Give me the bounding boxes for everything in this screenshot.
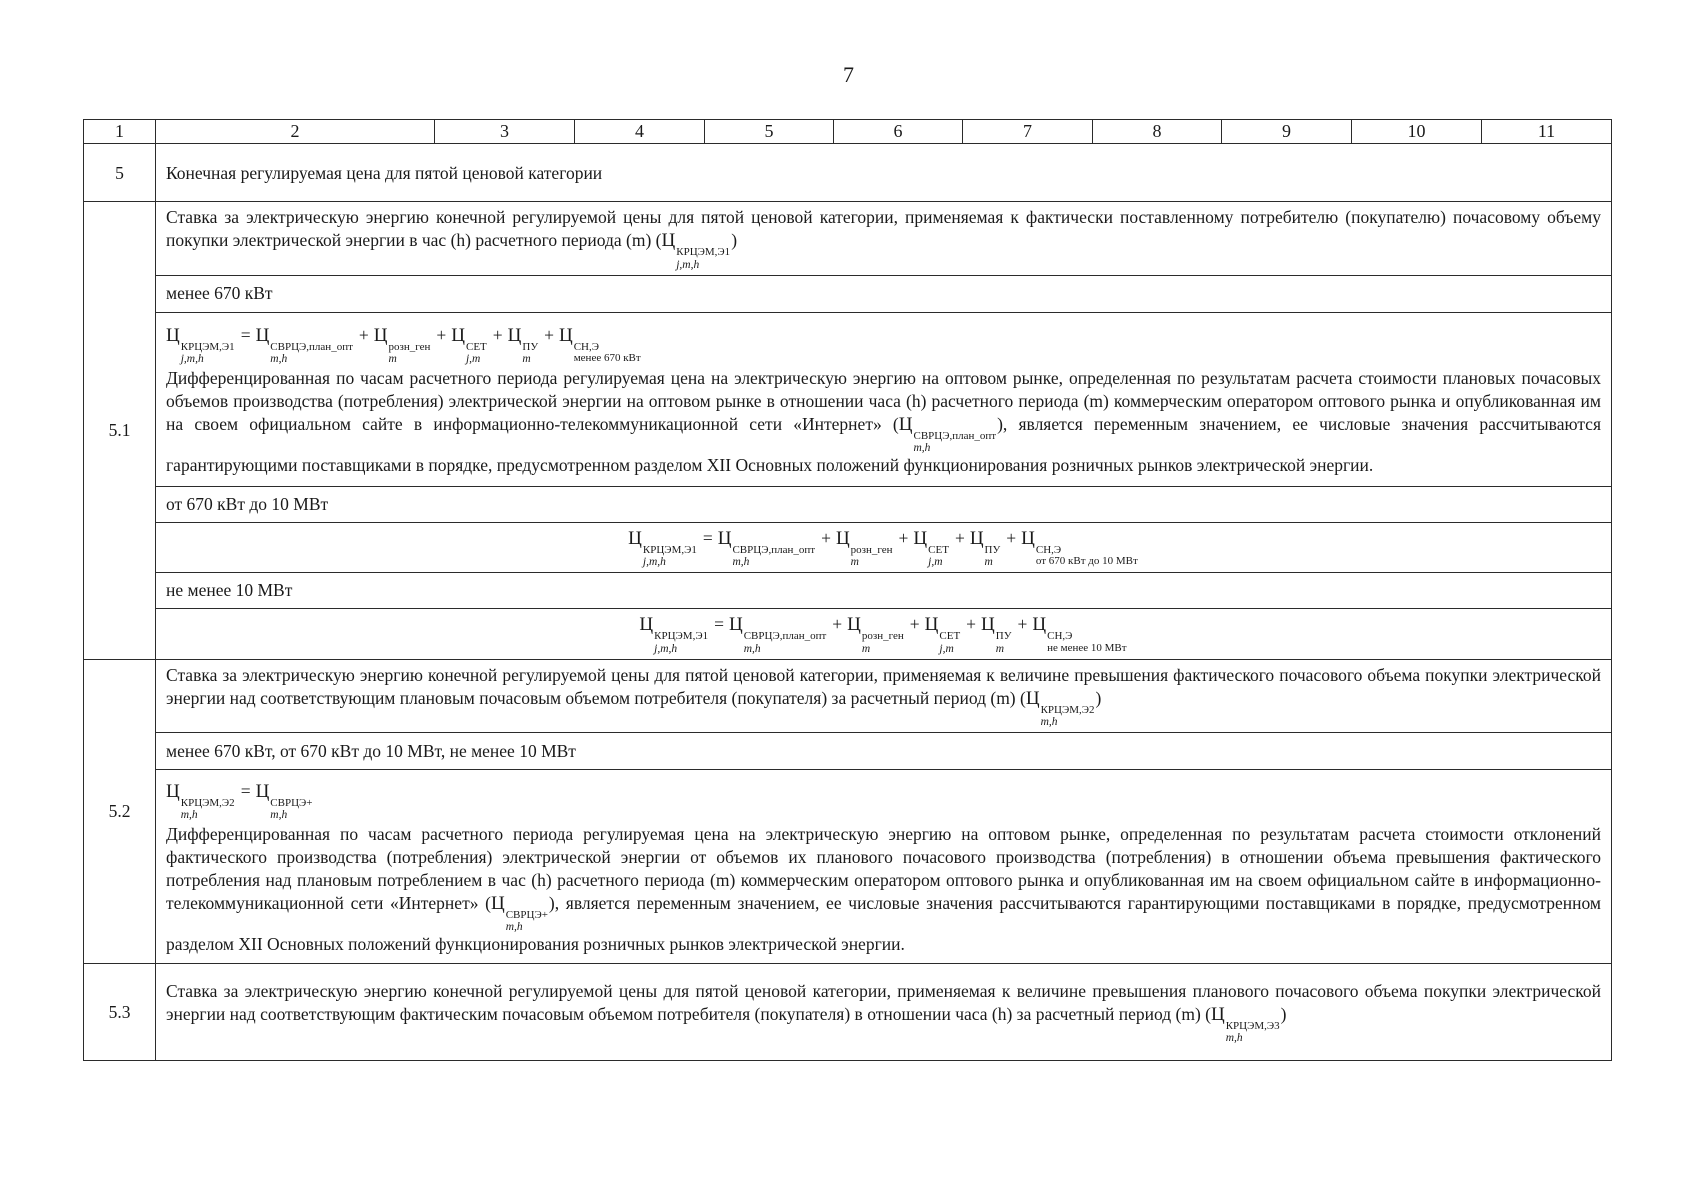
col-header-3: 3 [435, 120, 575, 144]
col-header-10: 10 [1352, 120, 1482, 144]
header-row [84, 120, 1612, 144]
table-row-5-1-formula3 [84, 609, 1612, 660]
row-number-5-1: 5.1 [84, 202, 156, 660]
col-header-6: 6 [834, 120, 963, 144]
formula-over-10mw: Ц КРЦЭМ,Э1 j,m,h = Ц СВРЦЭ,план_опт m,h + Ц розн_ген m + Ц СЕТ j,m + Ц ПУ m + Ц СН,Э не менее 10 МВт [156, 609, 1612, 660]
table-row-5-2-intro [84, 659, 1612, 732]
row-number-5: 5 [84, 144, 156, 202]
col-header-9: 9 [1222, 120, 1352, 144]
col-header-5: 5 [705, 120, 834, 144]
table-row-5-1-cat3 [84, 573, 1612, 609]
row-5-2-intro: Ставка за электрическую энергию конечной регулируемой цены для пятой ценовой категории, применяемая к величине превышения фактического почасового объема покупки электрической энергии над соответствующим плановым почасовым объемом потребителя (покупателя) за расчетный период (m) (Ц КРЦЭМ,Э2 m,h ) [156, 659, 1612, 732]
formula-under-670kw: Ц КРЦЭМ,Э1 j,m,h = Ц СВРЦЭ,план_опт m,h + Ц розн_ген m + Ц СЕТ j,m + Ц ПУ m + Ц СН,Э менее 670 кВт [166, 324, 641, 366]
category-label: менее 670 кВт [156, 275, 1612, 312]
col-header-2: 2 [156, 120, 435, 144]
category-label: менее 670 кВт, от 670 кВт до 10 МВт, не менее 10 МВт [156, 733, 1612, 770]
col-header-4: 4 [575, 120, 705, 144]
col-header-7: 7 [963, 120, 1093, 144]
formula-e2: Ц КРЦЭМ,Э2 m,h = Ц СВРЦЭ+ m,h [166, 780, 313, 822]
row-5-1-formula-description [156, 312, 1612, 486]
page-number: 7 [843, 62, 854, 87]
table-row-5-1-formula1 [84, 312, 1612, 486]
table-row-5-3 [84, 964, 1612, 1061]
table-row-5-1-formula2 [84, 522, 1612, 573]
tariff-table [83, 119, 1612, 1061]
category-label: не менее 10 МВт [156, 573, 1612, 609]
table-row-5-2-cat [84, 733, 1612, 770]
row-number-5-2: 5.2 [84, 659, 156, 963]
col-header-8: 8 [1093, 120, 1222, 144]
row-5-1-intro: Ставка за электрическую энергию конечной регулируемой цены для пятой ценовой категории, применяемая к фактически поставленному потребителю (покупателю) почасовому объему покупки электрической энергии в час (h) расчетного периода (m) (Ц КРЦЭМ,Э1 j,m,h ) [156, 202, 1612, 275]
col-header-11: 11 [1482, 120, 1612, 144]
table-row-5-1-cat2 [84, 486, 1612, 522]
row-5-3-intro: Ставка за электрическую энергию конечной регулируемой цены для пятой ценовой категории, применяемая к величине превышения планового почасового объема покупки электрической энергии над соответствующим фактическим почасовым объемом потребителя (покупателя) в отношении часа (h) за расчетный период (m) (Ц КРЦЭМ,Э3 m,h ) [156, 964, 1612, 1061]
row-5-title: Конечная регулируемая цена для пятой ценовой категории [156, 144, 1612, 202]
table-row-5-2-formula [84, 770, 1612, 964]
formula-670kw-10mw: Ц КРЦЭМ,Э1 j,m,h = Ц СВРЦЭ,план_опт m,h + Ц розн_ген m + Ц СЕТ j,m + Ц ПУ m + Ц СН,Э от 670 кВт до 10 МВт [156, 522, 1612, 573]
row-5-2-description: Дифференцированная по часам расчетного периода регулируемая цена на электрическую энергию на оптовом рынке, определенная по результатам расчета стоимости отклонений фактического производства (потребления) электрической энергии от объемов их планового почасового производства (потребления) в отношении объема превышения фактического потребления над плановым потреблением в час (h) расчетного периода (m) коммерческим оператором оптового рынка и опубликованная им на своем официальном сайте в информационно-телекоммуникационной сети «Интернет» (Ц СВРЦЭ+ m,h ), является переменным значением, ее числовые значения рассчитываются гарантирующими поставщиками в порядке, предусмотренном разделом XII Основных положений функционирования розничных рынков электрической энергии. [166, 824, 1602, 955]
row-number-5-3: 5.3 [84, 964, 156, 1061]
table-row-5-1-cat1 [84, 275, 1612, 312]
row-5-2-formula-description [156, 770, 1612, 964]
table-row-5 [84, 144, 1612, 202]
row-5-1-description: Дифференцированная по часам расчетного периода регулируемая цена на электрическую энергию на оптовом рынке, определенная по результатам расчета стоимости плановых почасовых объемов производства (потребления) электрической энергии на оптовом рынке в отношении часа (h) расчетного периода (m) коммерческим оператором оптового рынка и опубликованная им на своем официальном сайте в информационно-телекоммуникационной сети «Интернет» (Ц СВРЦЭ,план_опт m,h ), является переменным значением, ее числовые значения рассчитываются гарантирующими поставщиками в порядке, предусмотренном разделом XII Основных положений функционирования розничных рынков электрической энергии. [166, 368, 1601, 476]
category-label: от 670 кВт до 10 МВт [156, 486, 1612, 522]
col-header-1: 1 [84, 120, 156, 144]
table-row-5-1-intro [84, 202, 1612, 275]
price-symbol: Ц [661, 230, 676, 252]
